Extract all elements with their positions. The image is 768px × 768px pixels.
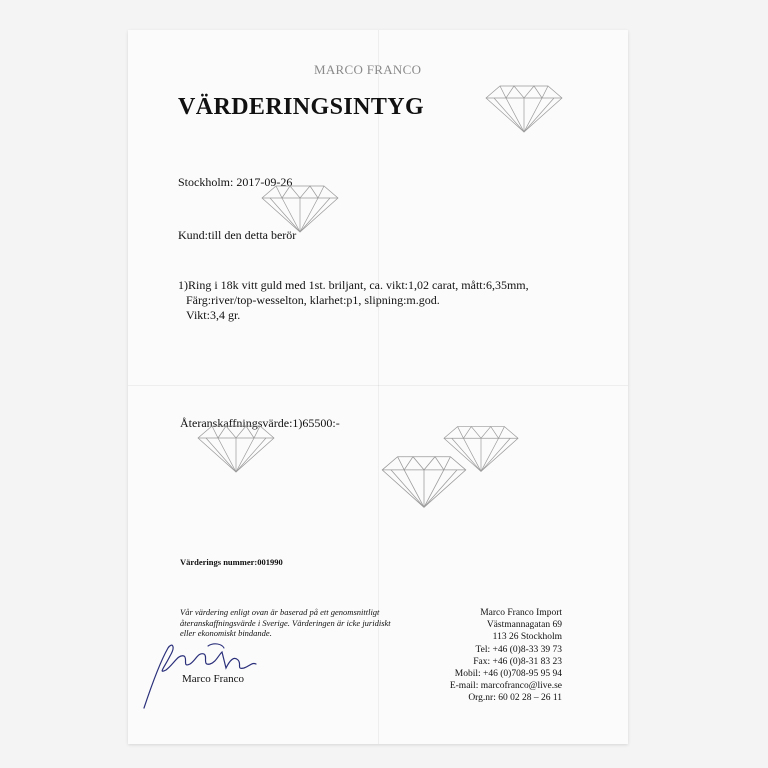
company-line: Mobil: +46 (0)708-95 95 94 — [454, 669, 562, 680]
company-line: E-mail: marcofranco@live.se — [449, 681, 562, 692]
disclaimer-line: eller ekonomiskt bindande. — [180, 628, 272, 638]
document-title: VÄRDERINGSINTYG — [178, 94, 425, 120]
diamond-icon — [196, 424, 276, 474]
diamond-icon — [260, 184, 340, 234]
disclaimer-line: Vår värdering enligt ovan är baserad på ett genomsnittligt — [180, 607, 380, 617]
company-line: Västmannagatan 69 — [486, 620, 562, 631]
company-line: Marco Franco Import — [480, 608, 562, 618]
item-line: 1)Ring i 18k vitt guld med 1st. briljant, ca. vikt:1,02 carat, mått:6,35mm, — [178, 278, 529, 292]
company-line: 113 26 Stockholm — [492, 632, 562, 643]
disclaimer-line: återanskaffningsvärde i Sverige. Värderingen är icke juridiskt — [180, 617, 391, 628]
diamond-icon — [484, 84, 564, 134]
item-line: Vikt:3,4 gr. — [186, 308, 241, 322]
brand-name: MARCO FRANCO — [314, 62, 422, 77]
valuation-number: Värderings nummer:001990 — [180, 557, 283, 567]
location-date: Stockholm: 2017-09-26 — [178, 175, 293, 189]
customer-line: Kund:till den detta berör — [178, 228, 297, 242]
company-line: Fax: +46 (0)8-31 83 23 — [473, 656, 562, 667]
company-line: Org.nr: 60 02 28 – 26 11 — [468, 693, 562, 704]
signature-name: Marco Franco — [182, 673, 245, 685]
company-info — [450, 607, 562, 705]
item-description — [178, 278, 529, 323]
diamond-icon — [380, 454, 468, 510]
item-line: Färg:river/top-wesselton, klarhet:p1, slipning:m.god. — [186, 293, 440, 307]
appraisal-certificate — [128, 30, 628, 744]
replacement-value: Återanskaffningsvärde:1)65500:- — [180, 416, 340, 430]
company-line: Tel: +46 (0)8-33 39 73 — [475, 644, 562, 655]
